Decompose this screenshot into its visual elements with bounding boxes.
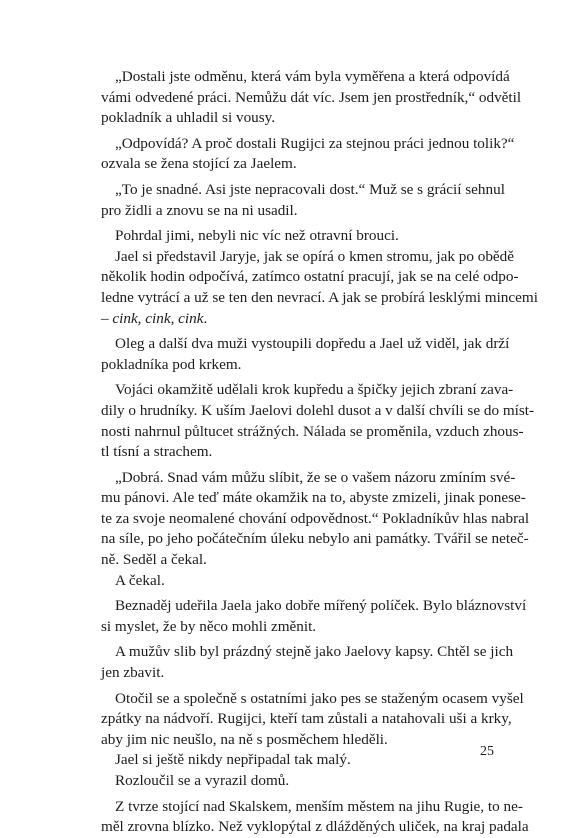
text-line: Jael si představil Jaryje, jak se opírá o kmen stromu, jak po obědě: [115, 247, 514, 265]
paragraph: [87, 226, 494, 247]
paragraph: [87, 380, 535, 462]
text-line: ozvala se žena stojící za Jaelem.: [101, 155, 297, 173]
text-line: „To je snadné. Asi jste nepracovali dost.“ Muž se s grácií sehnul: [115, 180, 505, 198]
text-line: te za svoje neomalené chování odpovědnost.“ Pokladníkův hlas nabral: [101, 509, 530, 527]
text-line: Otočil se a společně s ostatními jako pes se staženým ocasem vyšel: [115, 689, 524, 707]
paragraph: [87, 134, 515, 175]
text-line: ně. Seděl a čekal.: [101, 551, 207, 569]
paragraph: [87, 67, 522, 129]
text-line: pro židli a znovu se na ni usadil.: [101, 201, 298, 219]
text-line: pokladník a uhladil si vousy.: [101, 109, 276, 127]
text-line: „Dobrá. Snad vám můžu slíbit, že se o vašem názoru zmíním své-: [115, 468, 516, 486]
text-line: měl zrovna blízko. Než vyklopýtal z dlážděných uliček, na kraj padala: [101, 818, 529, 836]
page-number: 25: [480, 744, 494, 759]
text-line: Vojáci okamžitě udělali krok kupředu a špičky jejich zbraní zava-: [115, 381, 514, 399]
text-line: Beznaděj udeřila Jaela jako dobře mířený políček. Bylo bláznovství: [115, 597, 527, 615]
text-line: „Odpovídá? A proč dostali Rugijci za stejnou práci jednou tolik?“: [115, 134, 515, 152]
text-line: mu pánovi. Ale teď máte okamžik na to, abyste zmizeli, jinak ponese-: [101, 489, 526, 507]
text-line: vámi odvedené práci. Nemůžu dát víc. Jsem jen prostředník,“ odvětil: [101, 88, 522, 106]
paragraph: [87, 247, 538, 329]
text-line: ledne vytrácí a už se ten den nevrací. A jak se probírá lesklými mincemi: [101, 288, 538, 306]
text-line: si myslet, že by něco mohli změnit.: [101, 617, 317, 635]
paragraph: [87, 642, 514, 683]
paragraph: [87, 797, 529, 838]
text-line: zpátky na nádvoří. Rugijci, kteří tam zůstali a natahovali uši a krky,: [101, 710, 512, 728]
paragraph: [87, 180, 505, 221]
text-line: A čekal.: [115, 571, 165, 589]
paragraph: [87, 334, 510, 375]
text-line: Pohrdal jimi, nebyli nic víc než otravní brouci.: [115, 227, 399, 245]
text-line: na síle, po jeho počátečním úleku nebylo ani památky. Tvářil se neteč-: [101, 530, 529, 548]
paragraph: [87, 571, 494, 592]
paragraph: [87, 771, 494, 792]
text-line: Rozloučil se a vyrazil domů.: [115, 772, 290, 789]
text-line: „Dostali jste odměnu, která vám byla vyměřena a která odpovídá: [115, 68, 510, 85]
text-line: Z tvrze stojící nad Skalskem, menším městem na jihu Rugie, to ne-: [115, 797, 523, 815]
text-line: – cink, cink, cink.: [101, 309, 208, 327]
text-line: Jael si ještě nikdy nepřipadal tak malý.: [115, 751, 351, 769]
text-line: nosti nahrnul půltucet strážných. Nálada se proměnila, vzduch zhous-: [101, 422, 524, 440]
text-line: jen zbavit.: [101, 664, 165, 682]
page-body-text: [87, 67, 538, 838]
paragraph: [87, 468, 530, 571]
text-line: dily o hrudníky. K uším Jaelovi dolehl dusot a v další chvíli se do míst-: [101, 401, 535, 419]
text-line: pokladníka pod krkem.: [101, 355, 242, 373]
text-line: aby jim nic neušlo, na ně s posměchem hleděli.: [101, 730, 388, 748]
paragraph: [87, 596, 527, 637]
paragraph: [87, 689, 524, 751]
text-line: několik hodin odpočívá, zatímco ostatní pracují, jak se na celé odpo-: [101, 268, 519, 286]
text-line: Oleg a další dva muži vystoupili dopředu a Jael už viděl, jak drží: [115, 335, 510, 353]
paragraph: [87, 750, 494, 771]
text-line: tl tísní a strachem.: [101, 443, 213, 461]
text-line: A mužův slib byl prázdný stejně jako Jaelovy kapsy. Chtěl se jich: [115, 643, 514, 661]
